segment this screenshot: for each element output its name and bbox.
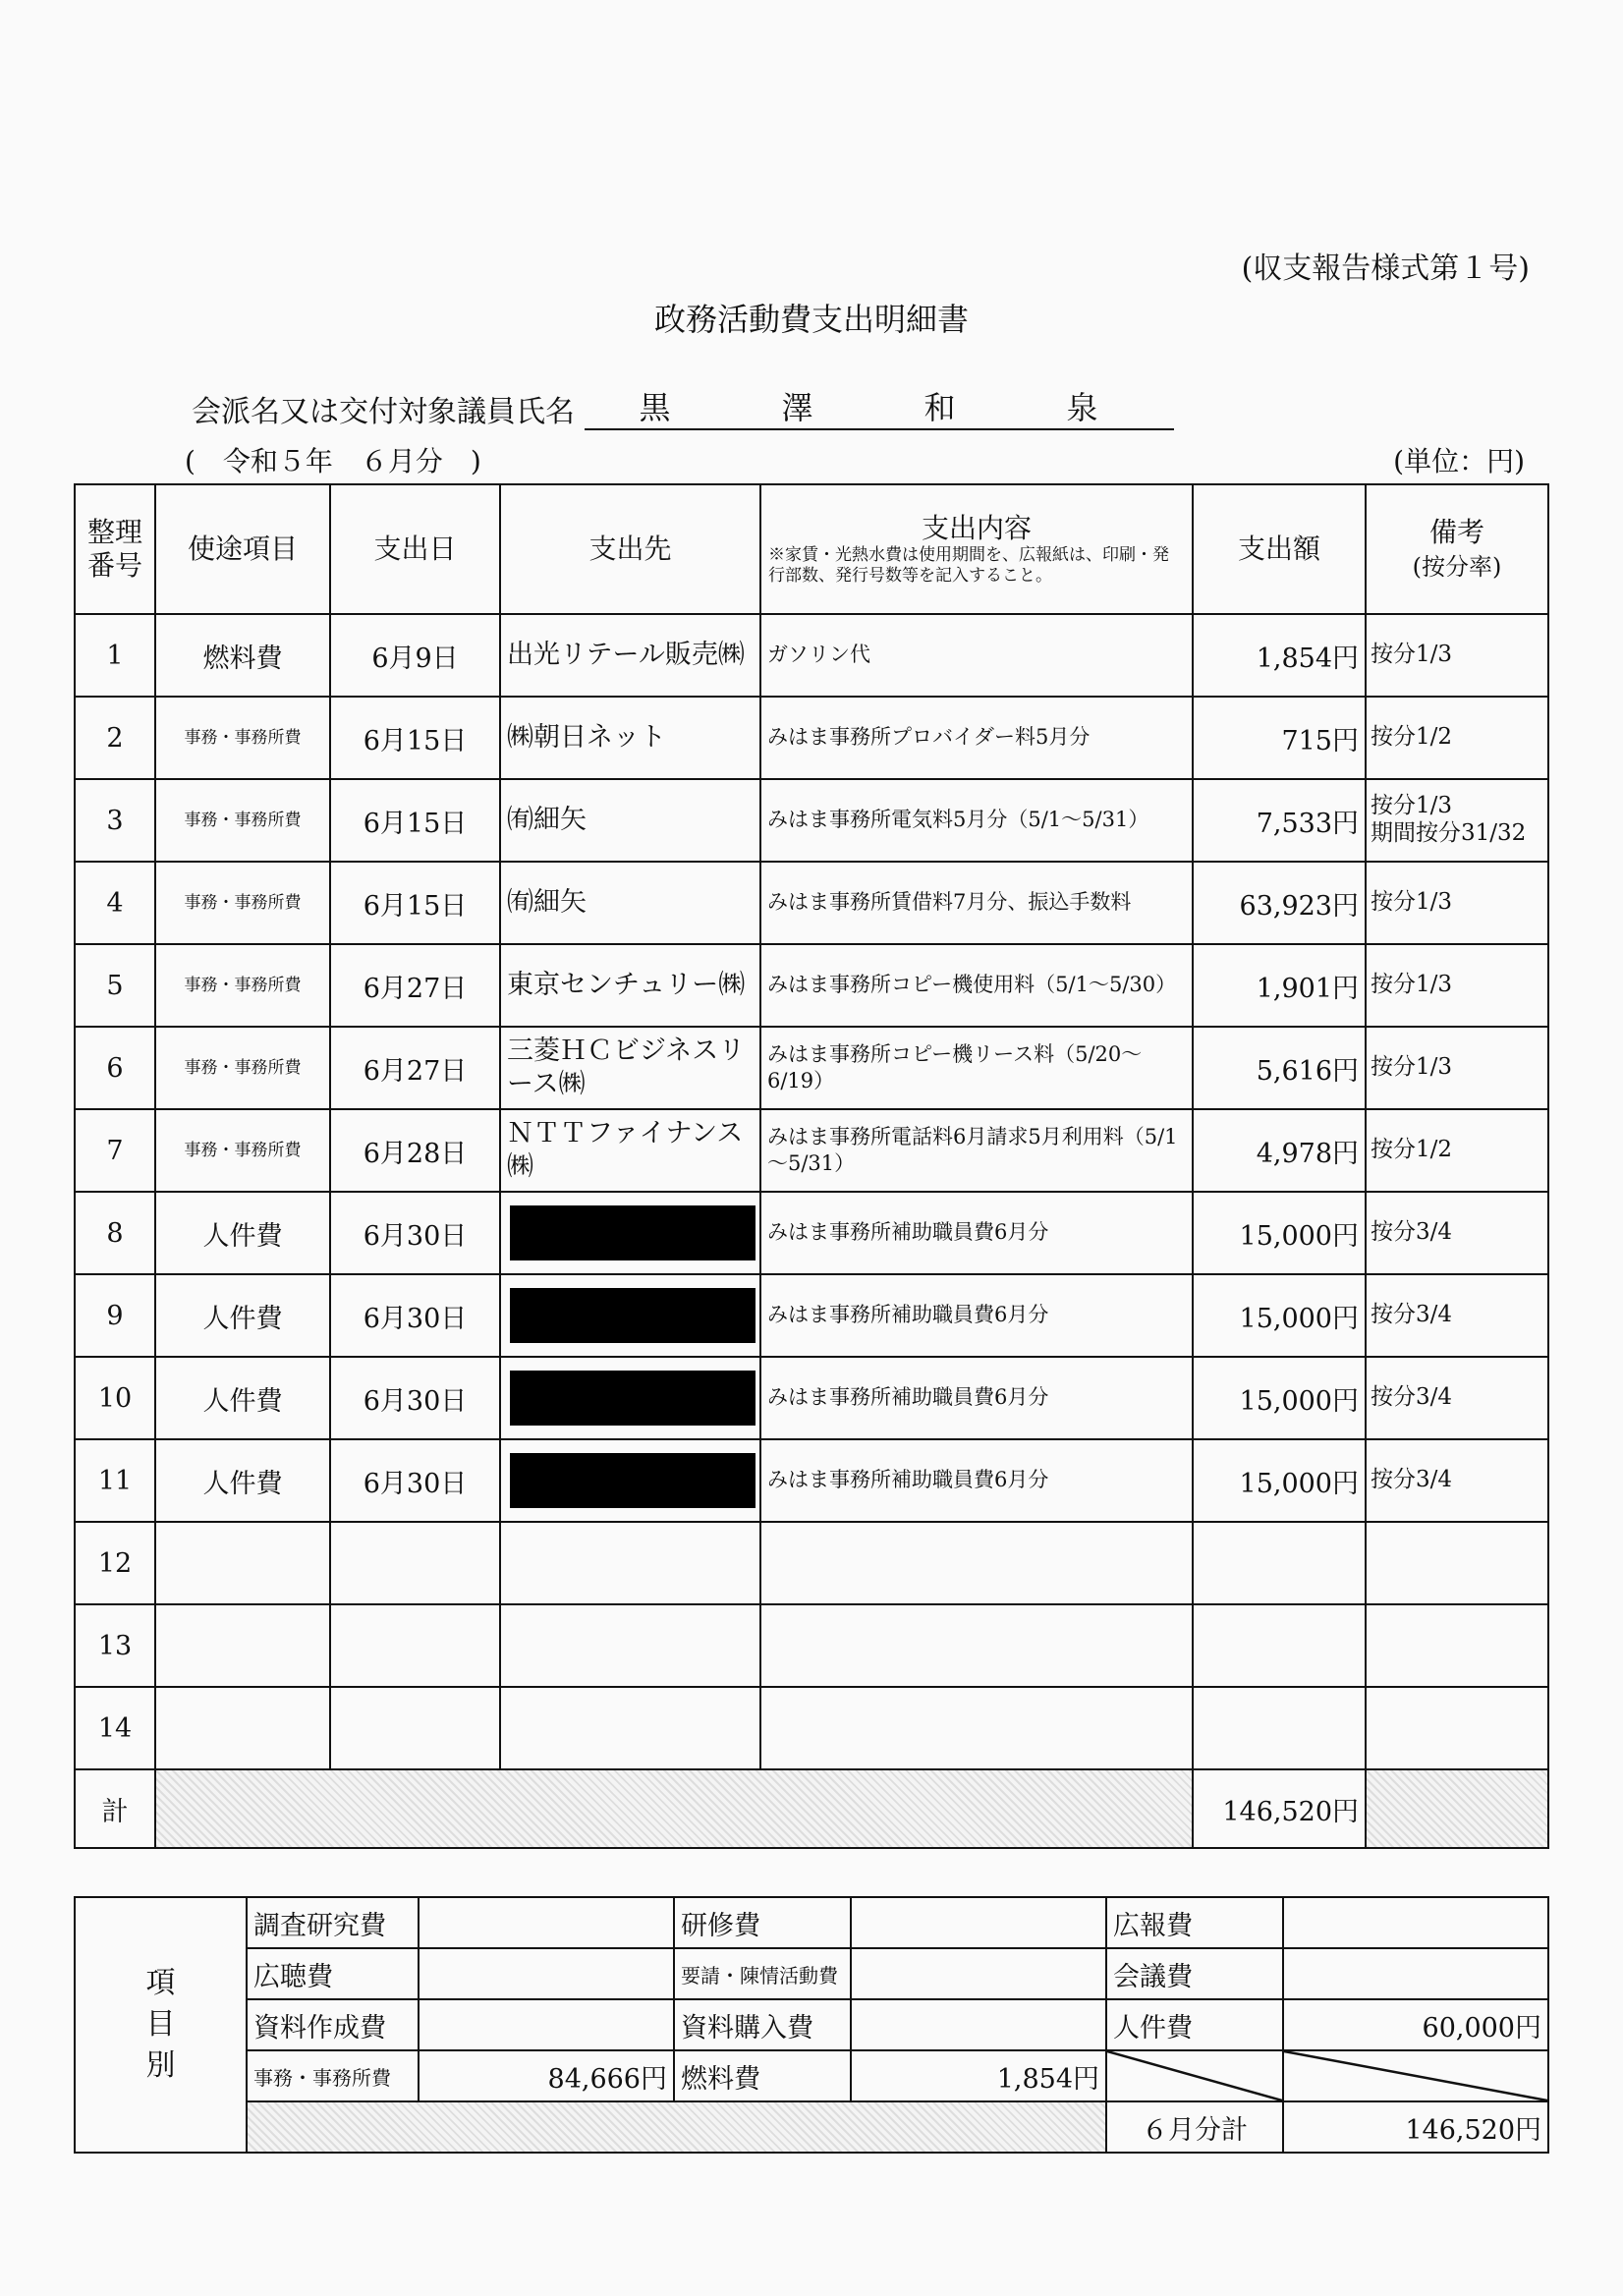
- row-amount: 63,923円: [1193, 862, 1366, 944]
- month-total-label: ６月分計: [1106, 2101, 1283, 2153]
- row-date: 6月30日: [330, 1357, 500, 1439]
- member-name: [585, 383, 1174, 430]
- row-number: 11: [75, 1439, 155, 1522]
- row-payee: [500, 1439, 760, 1522]
- row-payee: 三菱ＨＣビジネスリース㈱: [500, 1027, 760, 1109]
- row-number: 14: [75, 1687, 155, 1769]
- redaction-block: [510, 1205, 756, 1260]
- header-remarks-sub: (按分率): [1412, 553, 1502, 581]
- header-content-label: 支出内容: [921, 511, 1032, 544]
- row-category: 事務・事務所費: [155, 944, 330, 1027]
- header-payee: 支出先: [500, 484, 760, 614]
- header-no: 整理番号: [75, 484, 155, 614]
- row-number: 4: [75, 862, 155, 944]
- row-date: 6月27日: [330, 944, 500, 1027]
- row-payee: ＮＴＴファイナンス㈱: [500, 1109, 760, 1192]
- category-label: 研修費: [674, 1897, 851, 1948]
- table-row: [75, 1522, 1548, 1604]
- category-value: 1,854円: [851, 2050, 1106, 2101]
- row-remarks: 按分3/4: [1366, 1274, 1548, 1357]
- row-content: みはま事務所補助職員費6月分: [760, 1439, 1193, 1522]
- row-remarks: 按分3/4: [1366, 1192, 1548, 1274]
- category-label: 広聴費: [247, 1948, 419, 1999]
- row-date: [330, 1604, 500, 1687]
- diagonal-blank-cell: [1106, 2050, 1283, 2101]
- category-label: 資料作成費: [247, 1999, 419, 2050]
- row-amount: 5,616円: [1193, 1027, 1366, 1109]
- row-amount: 15,000円: [1193, 1357, 1366, 1439]
- row-date: 6月28日: [330, 1109, 500, 1192]
- table-row: [75, 1192, 1548, 1274]
- member-label: 会派名又は交付対象議員氏名: [192, 395, 575, 429]
- row-payee: [500, 1687, 760, 1769]
- header-category: 使途項目: [155, 484, 330, 614]
- row-remarks: 按分1/3: [1366, 862, 1548, 944]
- row-category: [155, 1687, 330, 1769]
- expense-table: [74, 483, 1549, 1849]
- row-payee: ㈱朝日ネット: [500, 697, 760, 779]
- category-value: [1283, 1948, 1548, 1999]
- row-content: みはま事務所電話料6月請求5月利用料（5/1～5/31）: [760, 1109, 1193, 1192]
- category-value: [851, 1948, 1106, 1999]
- redaction-block: [510, 1453, 756, 1508]
- category-value: [419, 1948, 674, 1999]
- row-amount: 15,000円: [1193, 1439, 1366, 1522]
- period: ( 令和５年 ６月分 ): [185, 445, 481, 477]
- row-number: 13: [75, 1604, 155, 1687]
- category-value: [419, 1999, 674, 2050]
- member-name-char: 泉: [1066, 389, 1100, 426]
- category-value: [1283, 1897, 1548, 1948]
- category-label: 資料購入費: [674, 1999, 851, 2050]
- row-content: [760, 1604, 1193, 1687]
- row-category: 人件費: [155, 1439, 330, 1522]
- row-amount: 15,000円: [1193, 1192, 1366, 1274]
- category-label: 人件費: [1106, 1999, 1283, 2050]
- row-remarks: [1366, 1604, 1548, 1687]
- row-date: [330, 1522, 500, 1604]
- table-row: [75, 1109, 1548, 1192]
- row-remarks: [1366, 1687, 1548, 1769]
- row-number: 6: [75, 1027, 155, 1109]
- row-category: 事務・事務所費: [155, 779, 330, 862]
- row-number: 3: [75, 779, 155, 862]
- table-row: [75, 1687, 1548, 1769]
- category-value: 60,000円: [1283, 1999, 1548, 2050]
- row-content: みはま事務所補助職員費6月分: [760, 1357, 1193, 1439]
- row-payee: [500, 1192, 760, 1274]
- category-value: [851, 1897, 1106, 1948]
- row-category: 事務・事務所費: [155, 862, 330, 944]
- row-content: [760, 1522, 1193, 1604]
- category-value: 84,666円: [419, 2050, 674, 2101]
- header-content: [760, 484, 1193, 614]
- row-number: 10: [75, 1357, 155, 1439]
- row-number: 5: [75, 944, 155, 1027]
- table-row: [75, 1604, 1548, 1687]
- row-number: 8: [75, 1192, 155, 1274]
- category-summary-table: [74, 1896, 1549, 2154]
- row-amount: [1193, 1522, 1366, 1604]
- total-row: [75, 1769, 1548, 1848]
- redaction-block: [510, 1288, 756, 1343]
- row-date: 6月27日: [330, 1027, 500, 1109]
- member-name-char: 澤: [781, 389, 815, 426]
- document-title: 政務活動費支出明細書: [653, 301, 969, 338]
- row-amount: 4,978円: [1193, 1109, 1366, 1192]
- row-remarks: 按分3/4: [1366, 1439, 1548, 1522]
- row-amount: 15,000円: [1193, 1274, 1366, 1357]
- category-row: [75, 1948, 1548, 1999]
- table-row: [75, 779, 1548, 862]
- category-side-label-char: 項: [145, 1966, 176, 2000]
- row-date: 6月30日: [330, 1439, 500, 1522]
- table-row: [75, 614, 1548, 697]
- table-header-row: [75, 484, 1548, 614]
- category-label: 会議費: [1106, 1948, 1283, 1999]
- header-date: 支出日: [330, 484, 500, 614]
- header-remarks-label: 備考: [1428, 516, 1484, 549]
- table-row: [75, 862, 1548, 944]
- row-number: 7: [75, 1109, 155, 1192]
- category-row: [75, 2050, 1548, 2101]
- row-category: [155, 1522, 330, 1604]
- row-payee: 出光リテール販売㈱: [500, 614, 760, 697]
- member-name-char: 黒: [639, 389, 673, 426]
- row-amount: 1,854円: [1193, 614, 1366, 697]
- unit-label: (単位：円): [1393, 445, 1525, 477]
- table-row: [75, 1274, 1548, 1357]
- category-label: 要請・陳情活動費: [674, 1948, 851, 1999]
- row-number: 2: [75, 697, 155, 779]
- row-content: みはま事務所コピー機使用料（5/1～5/30）: [760, 944, 1193, 1027]
- category-side-label: [75, 1897, 247, 2153]
- row-remarks: 按分1/3: [1366, 614, 1548, 697]
- table-row: [75, 944, 1548, 1027]
- diagonal-blank-cell: [1283, 2050, 1548, 2101]
- row-category: 人件費: [155, 1192, 330, 1274]
- row-payee: [500, 1274, 760, 1357]
- row-content: みはま事務所補助職員費6月分: [760, 1274, 1193, 1357]
- row-payee: ㈲細矢: [500, 779, 760, 862]
- row-amount: 715円: [1193, 697, 1366, 779]
- row-payee: [500, 1522, 760, 1604]
- row-content: みはま事務所補助職員費6月分: [760, 1192, 1193, 1274]
- row-remarks: 按分1/3: [1366, 1027, 1548, 1109]
- row-amount: 7,533円: [1193, 779, 1366, 862]
- row-remarks: 按分3/4: [1366, 1357, 1548, 1439]
- row-content: みはま事務所プロバイダー料5月分: [760, 697, 1193, 779]
- row-content: みはま事務所電気料5月分（5/1～5/31）: [760, 779, 1193, 862]
- row-payee: [500, 1604, 760, 1687]
- member-name-char: 和: [923, 389, 958, 426]
- row-category: 人件費: [155, 1274, 330, 1357]
- row-date: [330, 1687, 500, 1769]
- total-label: 計: [75, 1769, 155, 1848]
- table-row: [75, 1439, 1548, 1522]
- category-row: [75, 1897, 1548, 1948]
- row-payee: 東京センチュリー㈱: [500, 944, 760, 1027]
- row-payee: ㈲細矢: [500, 862, 760, 944]
- row-date: 6月15日: [330, 862, 500, 944]
- header-content-note: ※家賃・光熱水費は使用期間を、広報紙は、印刷・発行部数、発行号数等を記入すること。: [768, 544, 1169, 586]
- header-amount: 支出額: [1193, 484, 1366, 614]
- row-date: 6月30日: [330, 1274, 500, 1357]
- row-category: [155, 1604, 330, 1687]
- row-payee: [500, 1357, 760, 1439]
- category-value: [419, 1897, 674, 1948]
- category-label: 調査研究費: [247, 1897, 419, 1948]
- total-amount: 146,520円: [1193, 1769, 1366, 1848]
- row-content: みはま事務所賃借料7月分、振込手数料: [760, 862, 1193, 944]
- row-content: [760, 1687, 1193, 1769]
- category-label: 広報費: [1106, 1897, 1283, 1948]
- row-category: 事務・事務所費: [155, 1027, 330, 1109]
- row-date: 6月15日: [330, 697, 500, 779]
- row-number: 12: [75, 1522, 155, 1604]
- row-content: ガソリン代: [760, 614, 1193, 697]
- row-category: 人件費: [155, 1357, 330, 1439]
- month-total-row: [75, 2101, 1548, 2153]
- row-date: 6月30日: [330, 1192, 500, 1274]
- month-total-blank: [247, 2101, 1106, 2153]
- redaction-block: [510, 1371, 756, 1426]
- total-remarks-blank: [1366, 1769, 1548, 1848]
- header-remarks: [1366, 484, 1548, 614]
- row-date: 6月9日: [330, 614, 500, 697]
- row-category: 燃料費: [155, 614, 330, 697]
- row-remarks: [1366, 1522, 1548, 1604]
- category-side-label-char: 別: [145, 2048, 176, 2083]
- total-blank: [155, 1769, 1193, 1848]
- month-total-value: 146,520円: [1283, 2101, 1548, 2153]
- row-remarks: 按分1/2: [1366, 1109, 1548, 1192]
- row-amount: 1,901円: [1193, 944, 1366, 1027]
- row-number: 1: [75, 614, 155, 697]
- row-date: 6月15日: [330, 779, 500, 862]
- row-content: みはま事務所コピー機リース料（5/20～6/19）: [760, 1027, 1193, 1109]
- category-row: [75, 1999, 1548, 2050]
- category-label: 燃料費: [674, 2050, 851, 2101]
- table-row: [75, 697, 1548, 779]
- row-remarks: 按分1/3: [1366, 944, 1548, 1027]
- table-row: [75, 1357, 1548, 1439]
- row-number: 9: [75, 1274, 155, 1357]
- category-value: [851, 1999, 1106, 2050]
- form-number: (収支報告様式第１号): [1241, 252, 1530, 286]
- row-remarks: 按分1/2: [1366, 697, 1548, 779]
- table-row: [75, 1027, 1548, 1109]
- row-remarks: 按分1/3 期間按分31/32: [1366, 779, 1548, 862]
- row-amount: [1193, 1604, 1366, 1687]
- row-category: 事務・事務所費: [155, 697, 330, 779]
- row-amount: [1193, 1687, 1366, 1769]
- member-row: [192, 383, 1174, 430]
- row-category: 事務・事務所費: [155, 1109, 330, 1192]
- category-side-label-char: 目: [145, 2007, 176, 2042]
- category-label: 事務・事務所費: [247, 2050, 419, 2101]
